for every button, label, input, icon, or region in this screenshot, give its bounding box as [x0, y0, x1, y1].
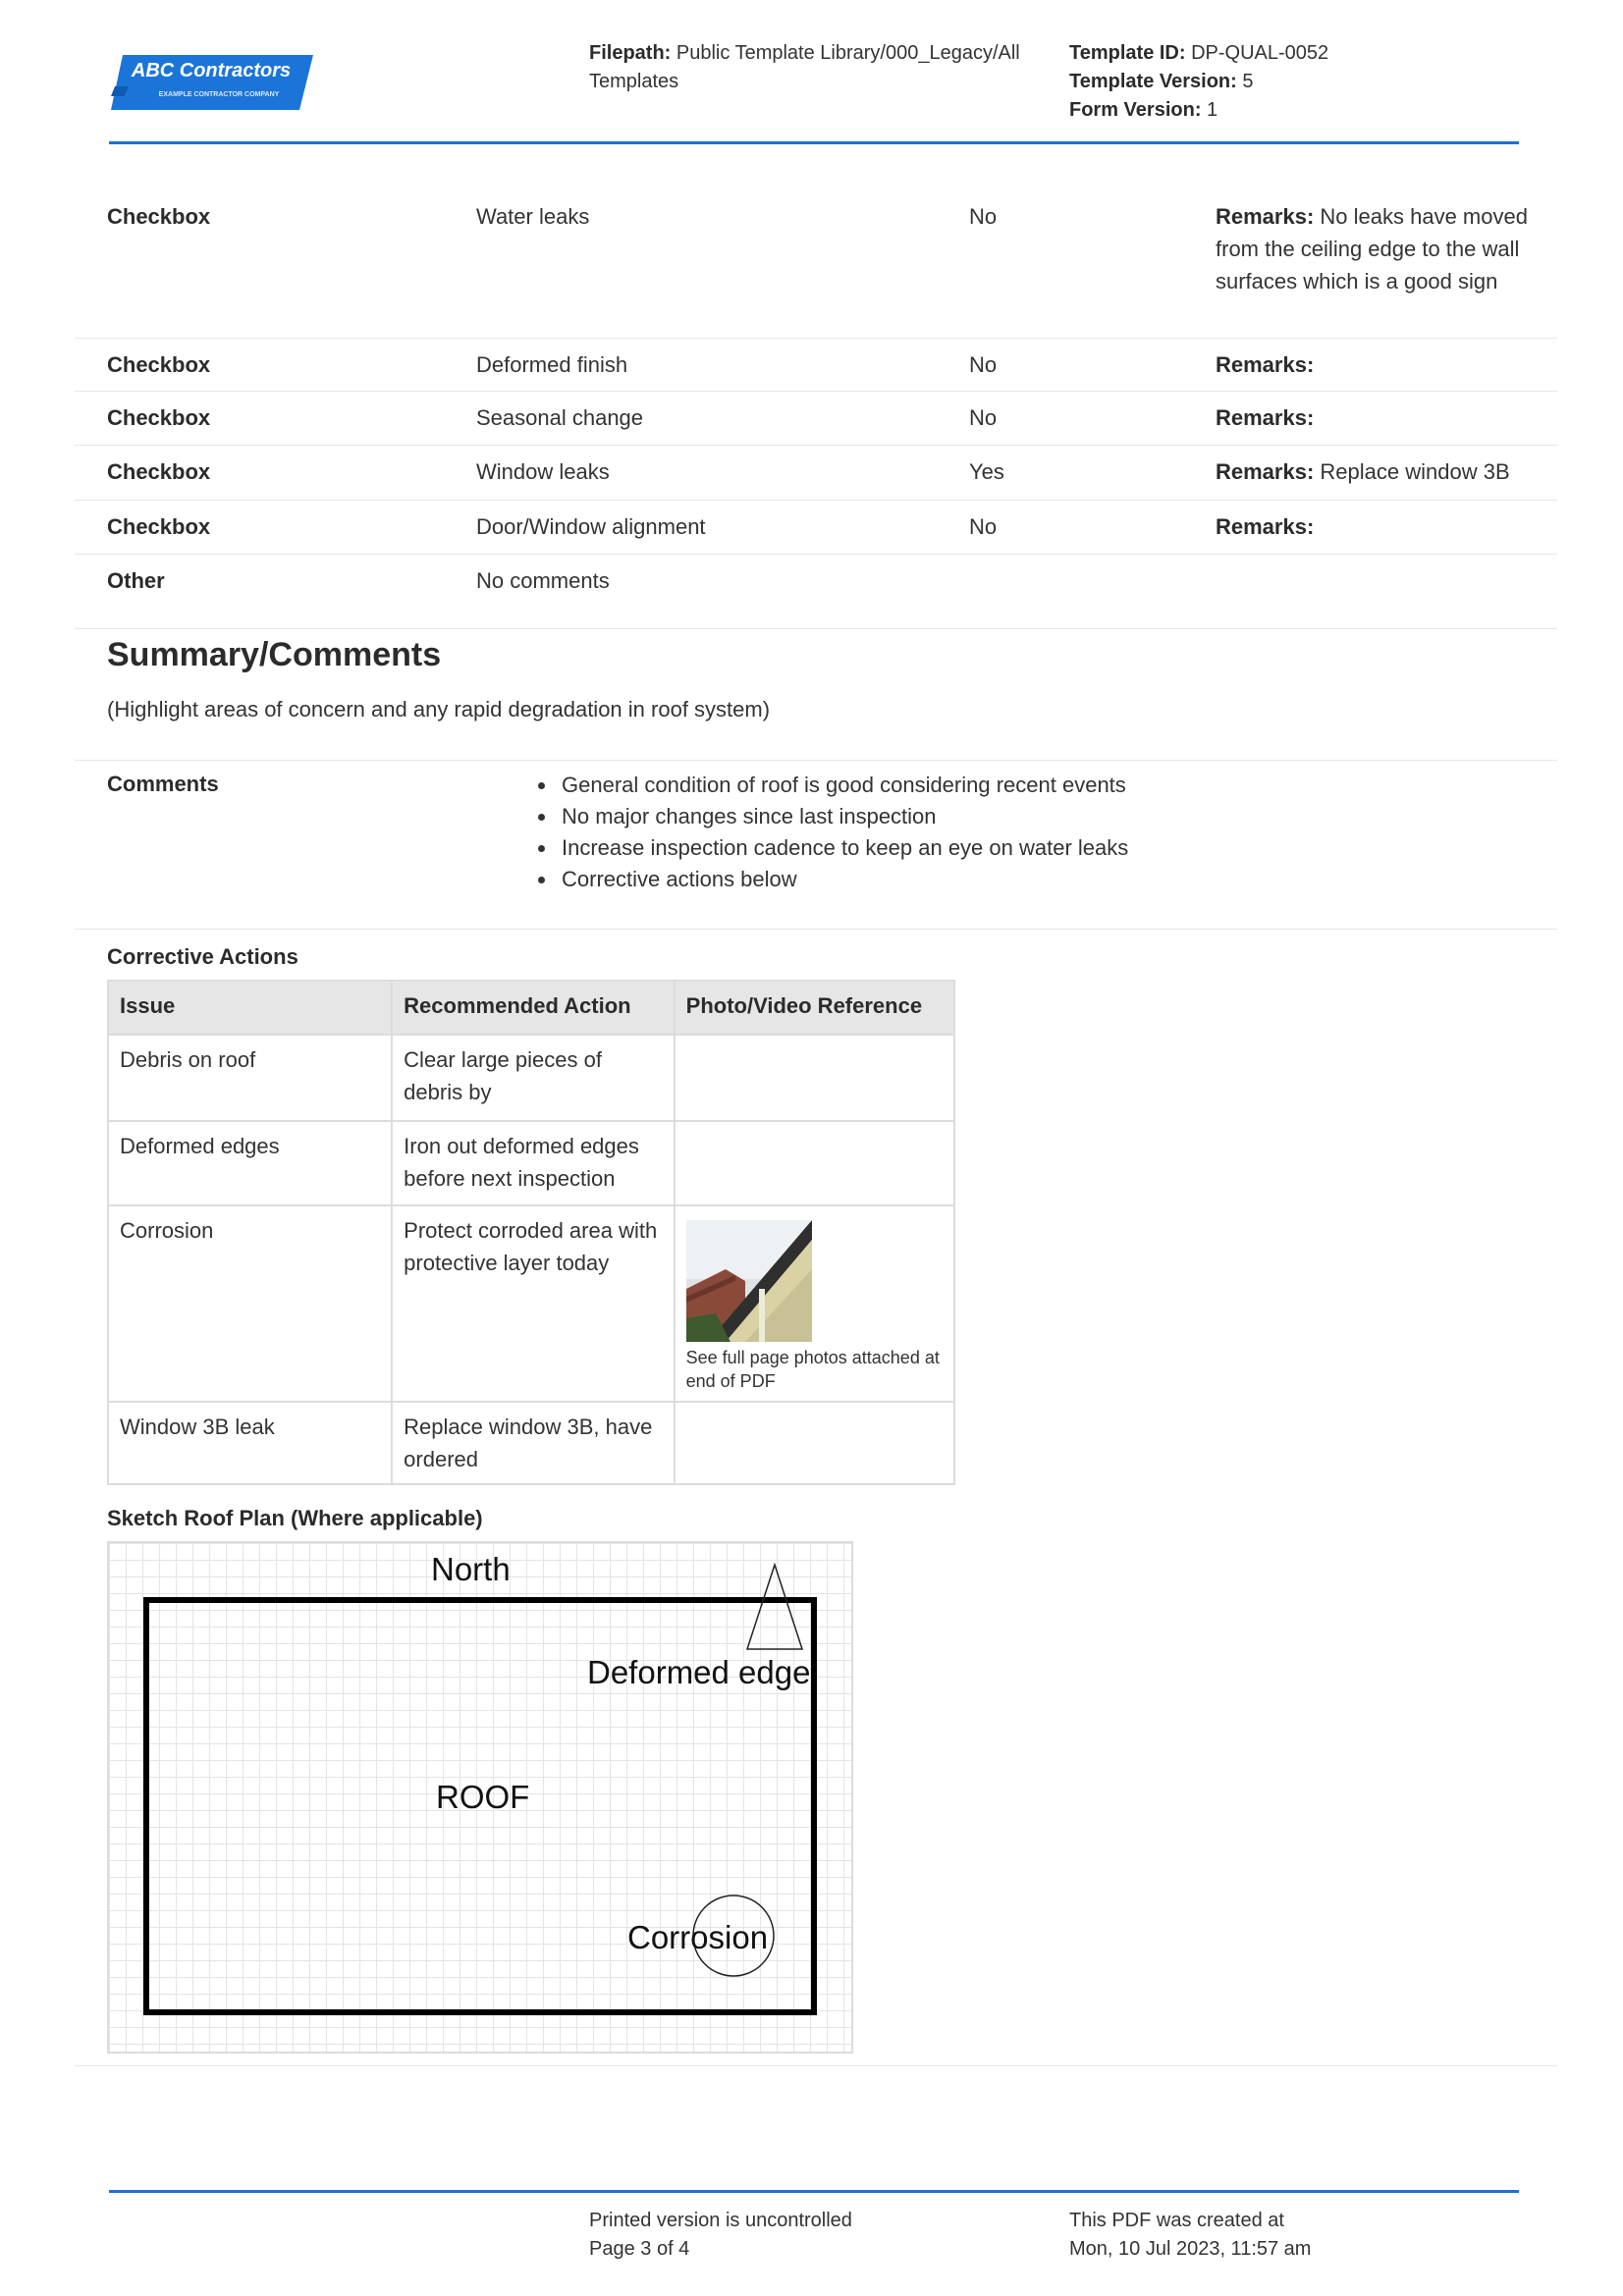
- checklist-row: [75, 446, 1557, 501]
- footer-left: [589, 2207, 852, 2264]
- sketch-title: Sketch Roof Plan (Where applicable): [107, 1506, 483, 1530]
- row-answer: No: [969, 204, 998, 229]
- table-row: [108, 1205, 954, 1402]
- corrective-actions-table: [107, 980, 955, 1485]
- remarks-label: Remarks:: [1216, 352, 1315, 377]
- form-version-label: Form Version:: [1069, 99, 1202, 121]
- photo-caption: See full page photos attached at end of PDF: [685, 1348, 940, 1391]
- deformed-edge-label: Deformed edge: [587, 1654, 811, 1690]
- divider: [75, 760, 1557, 761]
- corrosion-label: Corrosion: [627, 1919, 769, 1955]
- page-number: Page 3 of 4: [589, 2238, 690, 2260]
- row-answer: No: [969, 352, 998, 377]
- row-answer: Yes: [969, 459, 1004, 484]
- action-cell: Replace window 3B, have ordered: [392, 1402, 674, 1484]
- section-title: Summary/Comments: [107, 636, 442, 673]
- logo-name: ABC Contractors: [131, 60, 292, 81]
- issue-cell: Corrosion: [108, 1205, 392, 1402]
- row-item: Deformed finish: [476, 352, 628, 377]
- row-remarks: [1216, 510, 1540, 543]
- corrective-actions-title: Corrective Actions: [107, 944, 298, 969]
- remarks-label: Remarks:: [1216, 514, 1315, 539]
- list-item: • No major changes since last inspection: [558, 801, 1128, 832]
- north-label: North: [431, 1551, 511, 1587]
- row-item: Seasonal change: [476, 405, 644, 430]
- row-type: Checkbox: [107, 459, 211, 484]
- action-cell: Clear large pieces of debris by: [392, 1035, 674, 1121]
- north-triangle: [747, 1565, 802, 1649]
- corrosion-photo[interactable]: [686, 1220, 812, 1342]
- filepath-value: Public Template Library/000_Legacy/All: [676, 42, 1020, 64]
- issue-cell: Window 3B leak: [108, 1402, 392, 1484]
- row-type: Checkbox: [107, 405, 211, 430]
- checklist-row: [75, 188, 1557, 339]
- column-header: Issue: [108, 981, 392, 1035]
- row-remarks: [1216, 348, 1540, 381]
- template-id: DP-QUAL-0052: [1191, 42, 1329, 64]
- template-meta: [1069, 39, 1521, 125]
- issue-cell: Deformed edges: [108, 1121, 392, 1205]
- filepath-label: Filepath:: [589, 42, 672, 64]
- reference-cell: [675, 1402, 954, 1484]
- divider: [75, 929, 1557, 930]
- row-type: Checkbox: [107, 352, 211, 377]
- table-row: [108, 1035, 954, 1121]
- roof-label: ROOF: [436, 1779, 530, 1815]
- remarks-label: Remarks:: [1216, 459, 1315, 484]
- remarks-label: Remarks:: [1216, 204, 1315, 229]
- comments-list: [530, 770, 1128, 895]
- reference-cell: [675, 1205, 954, 1402]
- row-item: Window leaks: [476, 459, 610, 484]
- row-remarks: [1216, 455, 1589, 488]
- logo-tagline: EXAMPLE CONTRACTOR COMPANY: [158, 91, 280, 98]
- issue-cell: Debris on roof: [108, 1035, 392, 1121]
- list-item: • General condition of roof is good considering recent events: [558, 770, 1128, 801]
- row-type: Checkbox: [107, 204, 211, 229]
- row-answer: No: [969, 405, 998, 430]
- reference-cell: [675, 1035, 954, 1121]
- table-header-row: [108, 981, 954, 1035]
- checklist-row: [75, 339, 1557, 392]
- row-type: Checkbox: [107, 514, 211, 539]
- footer-right: [1069, 2207, 1311, 2264]
- template-version: 5: [1242, 71, 1254, 92]
- uncontrolled-note: Printed version is uncontrolled: [589, 2210, 852, 2231]
- comments-label: Comments: [107, 772, 219, 796]
- row-answer: No: [969, 514, 998, 539]
- remarks-text: Replace window 3B: [1320, 459, 1510, 484]
- filepath: [589, 39, 1060, 96]
- section-subtitle: (Highlight areas of concern and any rapid degradation in roof system): [107, 697, 771, 721]
- remarks-label: Remarks:: [1216, 405, 1315, 430]
- form-version: 1: [1207, 99, 1218, 121]
- list-item: • Corrective actions below: [558, 864, 1128, 895]
- checklist-row: [75, 555, 1557, 629]
- row-item: No comments: [476, 568, 610, 593]
- template-version-label: Template Version:: [1069, 71, 1237, 92]
- action-cell: Iron out deformed edges before next inspection: [392, 1121, 674, 1205]
- footer-divider: [109, 2190, 1519, 2193]
- remarks-text: No leaks have moved from the ceiling edge to the wall surfaces which is a good sign: [1216, 204, 1528, 294]
- row-type: Other: [107, 568, 165, 593]
- template-id-label: Template ID:: [1069, 42, 1186, 64]
- column-header: Recommended Action: [392, 981, 674, 1035]
- company-logo: [109, 53, 315, 112]
- table-row: [108, 1402, 954, 1484]
- row-remarks: [1216, 401, 1540, 434]
- list-item: • Increase inspection cadence to keep an eye on water leaks: [558, 832, 1128, 864]
- action-cell: Protect corroded area with protective layer today: [392, 1205, 674, 1402]
- row-item: Door/Window alignment: [476, 514, 706, 539]
- row-remarks: [1216, 200, 1540, 297]
- filepath-value-cont: Templates: [589, 71, 679, 92]
- row-item: Water leaks: [476, 204, 590, 229]
- checklist-row: [75, 501, 1557, 555]
- header-divider: [109, 141, 1519, 144]
- reference-cell: [675, 1121, 954, 1205]
- checklist-row: [75, 392, 1557, 446]
- created-at: Mon, 10 Jul 2023, 11:57 am: [1069, 2238, 1312, 2260]
- created-label: This PDF was created at: [1069, 2210, 1284, 2231]
- column-header: Photo/Video Reference: [675, 981, 954, 1035]
- table-row: [108, 1121, 954, 1205]
- roof-sketch: [107, 1541, 853, 2054]
- divider: [75, 2065, 1557, 2066]
